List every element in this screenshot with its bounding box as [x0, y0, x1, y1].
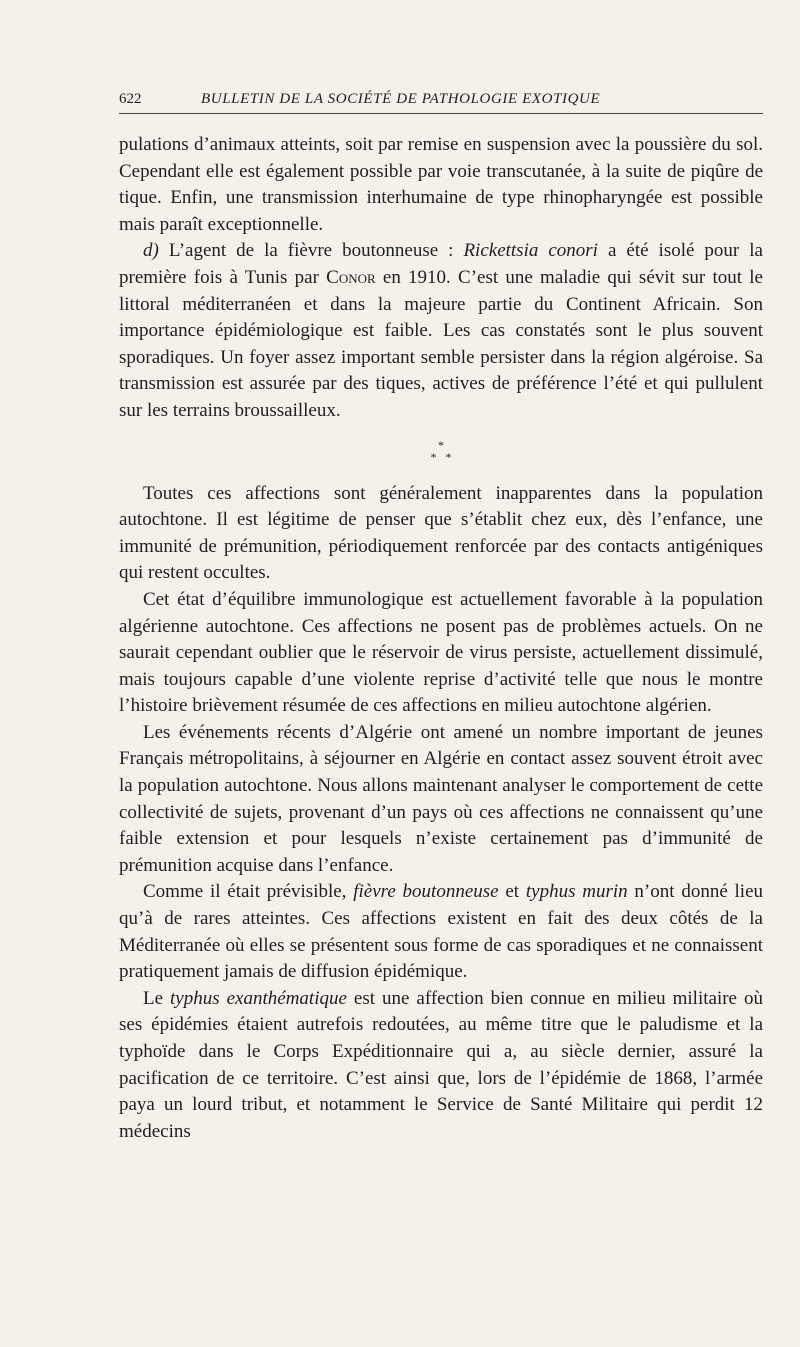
paragraph-5: Les événements récents d’Algérie ont amené un nombre important de jeunes Français métropolitains, à séjourner en Algérie en contact assez souvent étroit avec la population autochtone. Nous allons maintenant analyser le comportement de cette collectivité de sujets, provenant d’un pays où ces affections ne connaissent qu’une faible extension et pour lesquels n’existe certainement pas d’immunité de prémunition acquise dans l’enfance.: [119, 721, 763, 876]
species-name: Rickettsia conori: [463, 240, 598, 262]
paragraph-2: [119, 238, 763, 424]
disease-term: typhus murin: [525, 881, 628, 903]
text-run: a été isolé pour la première fois à Tunis par: [119, 240, 763, 288]
journal-title: BULLETIN DE LA SOCIÉTÉ DE PATHOLOGIE EXOTIQUE: [201, 91, 601, 107]
paragraph-3: Toutes ces affections sont généralement inapparentes dans la population autochtone. Il est légitime de penser que s’établit chez eux, dès l’enfance, une immunité de prémunition, périodiquement renforcée par des contacts antigéniques qui restent occultes.: [119, 482, 763, 584]
separator-bottom-stars: * *: [430, 449, 452, 464]
article-body: [119, 132, 763, 1145]
paragraph-4: Cet état d’équilibre immunologique est actuellement favorable à la population algérienne autochtone. Ces affections ne posent pas de problèmes actuels. On ne saurait cependant oublier que le réservoir de virus persiste, actuellement dissimulé, mais toujours capable d’une violente reprise d’activité telle que nous le montre l’histoire brièvement résumée de ces affections en milieu autochtone algérien.: [119, 588, 763, 717]
page-number: 622: [119, 91, 142, 107]
paragraph-7: [119, 986, 763, 1146]
separator-top-star: *: [438, 437, 444, 452]
text-run: Comme il était prévisible,: [143, 881, 354, 903]
disease-term: typhus exanthématique: [170, 987, 347, 1009]
text-run: est une affection bien connue en milieu militaire où ses épidémies étaient autrefois redoutées, au même titre que le paludisme et la typhoïde dans le Corps Expéditionnaire qui a, au siècle dernier, assuré la pacification de ce territoire. C’est ainsi que, lors de l’épidémie de 1868, l’armée paya un lourd tribut, et notamment le Service de Santé Militaire qui perdit 12 médecins: [119, 987, 763, 1142]
disease-term: fièvre boutonneuse: [353, 881, 499, 903]
text-run: en 1910. C’est une maladie qui sévit sur tout le littoral méditerranéen et dans la majeure partie du Continent Africain. Son importance épidémiologique est faible. Les cas constatés sont le plus souvent sporadiques. Un foyer assez important semble persister dans la région algéroise. Sa transmission est assurée par des tiques, actives de préférence l’été et qui pullulent sur les terrains broussailleux.: [119, 266, 763, 421]
paragraph-1: pulations d’animaux atteints, soit par remise en suspension avec la poussière du sol. Cependant elle est également possible par voie transcutanée, à la suite de piqûre de tique. Enfin, une transmission interhumaine de type rhinopharyngée est possible mais paraît exceptionnelle.: [119, 134, 763, 235]
text-run: Le: [143, 987, 171, 1009]
running-header: [119, 91, 763, 114]
text-run: L’agent de la fièvre boutonneuse :: [158, 240, 464, 262]
paragraph-6: [119, 879, 763, 985]
author-name: Conor: [326, 266, 376, 288]
item-label: d): [143, 240, 159, 262]
text-run: n’ont donné lieu qu’à de rares atteintes. Ces affections existent en fait des deux côtés de la Méditerranée où elles se présentent sous forme de cas sporadiques et ne connaissent pratiquement jamais de diffusion épidémique.: [119, 881, 764, 983]
text-run: et: [498, 881, 526, 903]
section-separator: [119, 439, 763, 463]
